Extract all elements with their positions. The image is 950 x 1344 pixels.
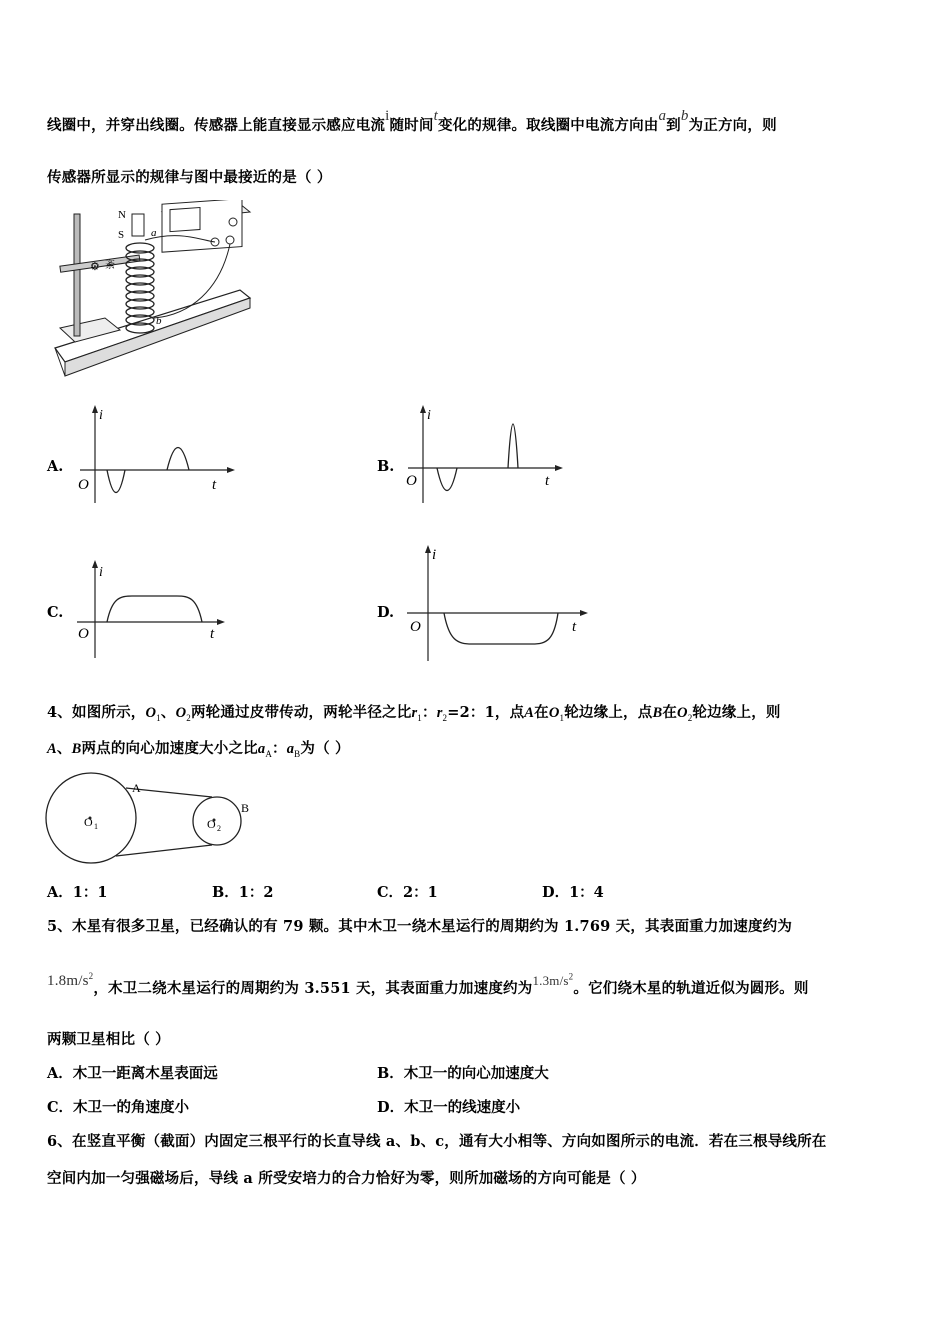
q4-option-a: A．1：1: [47, 884, 108, 901]
q4-text: 轮边缘上，点: [564, 704, 653, 721]
q3-text: 变化的规律。取线圈中电流方向由: [437, 117, 659, 134]
q4-text: 、: [56, 740, 72, 757]
q4-symbol: B: [652, 705, 663, 721]
origin-label: O: [78, 626, 89, 642]
q3-option-b-label: B.: [377, 458, 395, 475]
axis-i-label: i: [427, 408, 431, 423]
q3-line-1: [47, 108, 777, 135]
origin-label: O: [78, 477, 89, 493]
q4-option-d: D．1：4: [542, 884, 604, 901]
q4-text: 在: [662, 704, 678, 721]
wheel-o1-sub: 1: [94, 822, 98, 831]
q4-symbol-sub: A: [265, 748, 273, 759]
q3-line-2: 传感器所显示的规律与图中最接近的是（ ）: [47, 169, 332, 186]
q4-text: 两点的向心加速度大小之比: [81, 740, 258, 757]
q4-text: 两轮通过皮带传动，两轮半径之比: [190, 704, 412, 721]
q3-text: 线圈中，并穿出线圈。传感器上能直接显示感应电流: [47, 117, 386, 134]
wheel-o2-label: O: [207, 817, 216, 831]
svg-text:⚙: ⚙: [90, 261, 100, 273]
q3-option-a-label: A.: [47, 458, 64, 475]
axis-t-label: t: [210, 626, 215, 642]
svg-text:紊: 紊: [105, 260, 115, 271]
q3-option-c-graph: [72, 560, 232, 660]
terminal-a-label: a: [151, 227, 157, 239]
q3-text: 为正方向，则: [688, 117, 777, 134]
q3-option-b-graph: [400, 405, 565, 505]
unit-2: $1.3m/s^2$: [532, 971, 574, 988]
q4-symbol-sub: B: [294, 748, 301, 759]
unit-1: $1.8m/s^2$: [47, 971, 94, 989]
q4-symbol: O: [548, 705, 560, 721]
axis-t-label: t: [212, 477, 217, 493]
q3-option-c-label: C.: [47, 604, 64, 621]
symbol-i: i: [385, 108, 390, 124]
q3-option-d-label: D.: [377, 604, 395, 621]
q4-symbol: A: [524, 705, 535, 721]
point-b-label: B: [241, 801, 250, 815]
q4-symbol: a: [286, 741, 295, 757]
q4-text: ：: [422, 704, 437, 721]
belt-drive-figure: [44, 768, 264, 868]
q4-symbol: a: [257, 741, 266, 757]
terminal-b-label: b: [156, 315, 162, 327]
origin-label: O: [406, 473, 417, 489]
symbol-a: a: [658, 108, 667, 124]
magnet-s-label: S: [118, 229, 125, 241]
q4-symbol-sub: 1: [559, 712, 565, 723]
q4-text: 为（ ）: [300, 740, 350, 757]
q4-text: =2：1，点: [447, 704, 525, 721]
symbol-t: t: [433, 108, 438, 124]
axis-i-label: i: [432, 547, 437, 563]
q4-symbol-sub: 1: [417, 712, 422, 723]
wheel-o2-sub: 2: [217, 824, 221, 833]
q4-symbol: r: [436, 705, 443, 721]
q5-line-1: 5、木星有很多卫星，已经确认的有 79 颗。其中木卫一绕木星运行的周期约为 1.769 天，其表面重力加速度约为: [47, 918, 793, 935]
axis-t-label: t: [572, 619, 577, 635]
origin-label: O: [410, 619, 421, 635]
q5-option-c: C．木卫一的角速度小: [47, 1099, 190, 1116]
q4-text: 轮边缘上，则: [692, 704, 781, 721]
q4-text: 在: [534, 704, 549, 721]
q4-symbol-sub: 2: [186, 712, 191, 723]
symbol-b: b: [680, 108, 689, 124]
axis-i-label: i: [99, 565, 103, 580]
q3-option-d-graph: [402, 545, 592, 663]
q3-text: 到: [666, 117, 681, 134]
q6-line-2: 空间内加一匀强磁场后，导线 a 所受安培力的合力恰好为零，则所加磁场的方向可能是（ ）: [47, 1170, 646, 1187]
q5-option-a: A．木卫一距离木星表面远: [47, 1065, 218, 1082]
q5-line-3: 两颗卫星相比（ ）: [47, 1031, 170, 1048]
q4-symbol: O: [145, 705, 157, 721]
axis-i-label: i: [99, 408, 103, 423]
q4-line-1: [47, 701, 781, 723]
q4-symbol: O: [175, 705, 187, 721]
q5-option-d: D．木卫一的线速度小: [377, 1099, 521, 1116]
q6-line-1: 6、在竖直平衡（截面）内固定三根平行的长直导线 a、b、c，通有大小相等、方向如图所示的电流．若在三根导线所在: [47, 1133, 827, 1150]
q5-option-b: B．木卫一的向心加速度大: [377, 1065, 549, 1082]
q4-text: ：: [272, 740, 287, 757]
q4-symbol-sub: 1: [156, 712, 161, 723]
magnet-n-label: N: [118, 209, 126, 221]
q4-symbol-sub: 2: [442, 712, 448, 723]
q3-text: 随时间: [389, 117, 434, 134]
q4-line-2: [47, 737, 350, 759]
q5-text: 。它们绕木星的轨道近似为圆形。则: [573, 980, 809, 997]
q4-symbol: B: [71, 741, 82, 757]
q5-text: ，木卫二绕木星运行的周期约为 3.551 天，其表面重力加速度约为: [93, 980, 533, 997]
q4-symbol: O: [677, 705, 688, 721]
q4-symbol: r: [411, 705, 418, 721]
q4-option-b: B．1：2: [212, 884, 274, 901]
q4-symbol: A: [47, 741, 57, 757]
q5-line-2: [47, 971, 809, 998]
q3-option-a-graph: [72, 405, 237, 505]
wheel-o1-label: O: [84, 815, 93, 829]
apparatus-figure: [50, 200, 256, 386]
q4-text: 、: [160, 704, 176, 721]
q4-symbol-sub: 2: [687, 712, 693, 723]
q4-option-c: C．2：1: [377, 884, 438, 901]
q4-text: 4、如图所示，: [47, 704, 146, 721]
axis-t-label: t: [545, 473, 550, 489]
point-a-label: A: [132, 781, 141, 795]
